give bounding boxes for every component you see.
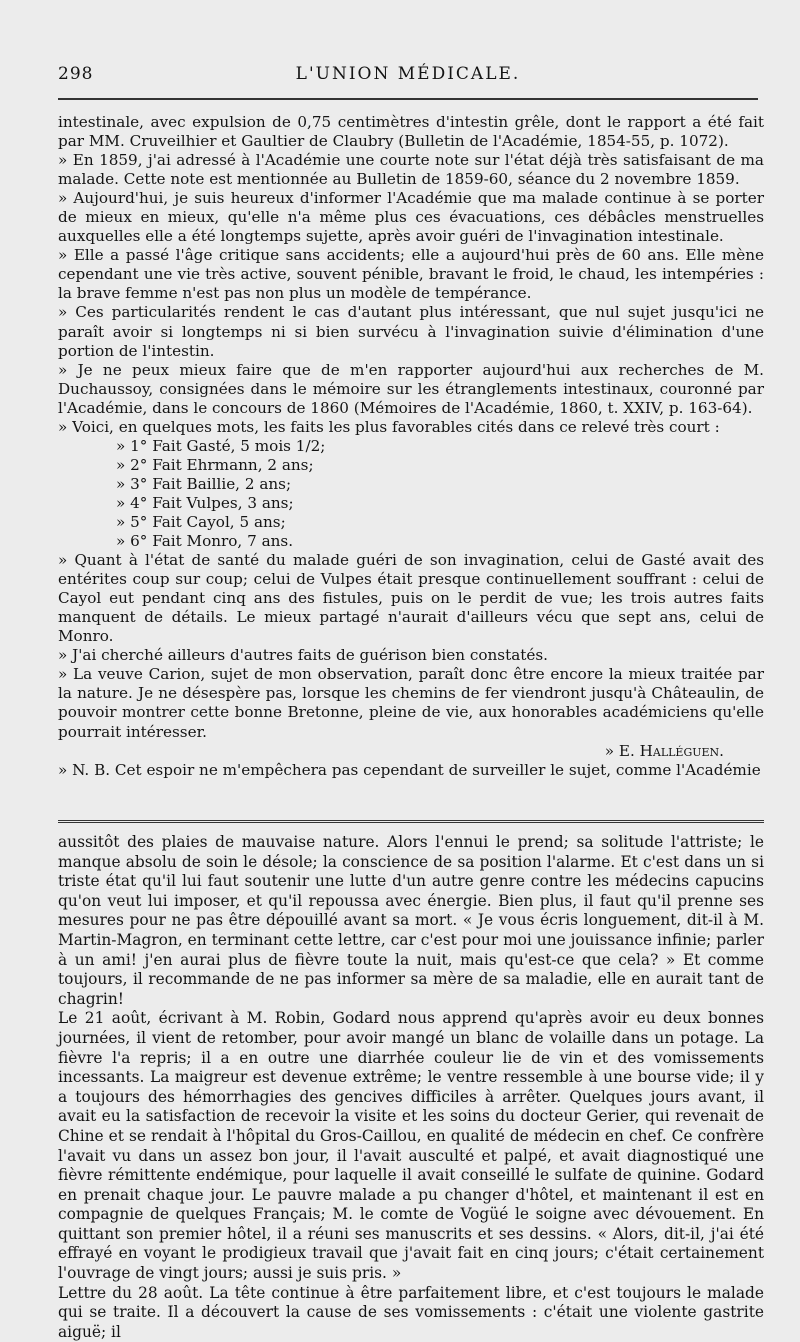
paragraph: » En 1859, j'ai adressé à l'Académie une courte note sur l'état déjà très satisfaisant de ma malade. Cette note est mentionnée au Bulletin de 1859-60, séance du 2 novembre 1859. (58, 151, 764, 189)
paragraph: Le 21 août, écrivant à M. Robin, Godard nous apprend qu'après avoir eu deux bonnes journées, il vient de retomber, pour avoir mangé un blanc de volaille dans un potage. La fièvre l'a repris; il a en outre une diarrhée couleur lie de vin et des vomissements incessants. La maigreur est devenue extrême; le ventre ressemble à une bourse vide; il y a toujours des hémorrhagies des gencives difficiles à arrêter. Quelques jours avant, il avait eu la satisfaction de recevoir la visite et les soins du docteur Gerier, qui revenait de Chine et se rendait à l'hôpital du Gros-Caillou, en qualité de médecin en chef. Ce confrère l'avait vu dans un assez bon jour, il l'avait ausculté et palpé, et avait diagnostiqué une fièvre rémittente endémique, pour laquelle il avait conseillé le sulfate de quinine. Godard en prenait chaque jour. Le pauvre malade a pu changer d'hôtel, et maintenant il est en compagnie de quelques Français; M. le comte de Vogüé le soigne avec dévouement. En quittant son premier hôtel, il a réuni ses manuscrits et ses dessins. « Alors, dit-il, j'ai été effrayé en voyant le prodigieux travail que j'avait fait en cinq jours; c'était certainement l'ouvrage de vingt jours; aussi je suis pris. » (58, 1009, 764, 1283)
page-number: 298 (58, 64, 94, 84)
running-header (58, 60, 758, 90)
paragraph: intestinale, avec expulsion de 0,75 centimètres d'intestin grêle, dont le rapport a été fait par MM. Cruveilhier et Gaultier de Claubry (Bulletin de l'Académie, 1854-55, p. 1072). (58, 113, 764, 151)
list-item: » 1° Fait Gasté, 5 mois 1/2; (116, 436, 326, 455)
signature: » E. Halléguen. (604, 741, 724, 760)
running-title: L'UNION MÉDICALE. (295, 64, 521, 84)
paragraph: » Ces particularités rendent le cas d'autant plus intéressant, que nul sujet jusqu'ici ne paraît avoir si longtemps ni si bien survécu à l'invagination suivie d'élimination d'une portion de l'intestin. (58, 303, 764, 360)
cases-list (58, 437, 764, 551)
paragraph: aussitôt des plaies de mauvaise nature. Alors l'ennui le prend; sa solitude l'attriste; le manque absolu de soin le désole; la conscience de sa position l'alarme. Et c'est dans un si triste état qu'il lui faut soutenir une lutte d'un autre genre contre les médecins capucins qu'on veut lui imposer, et qu'il repoussa avec énergie. Bien plus, il faut qu'il prenne ses mesures pour ne pas être dépouillé avant sa mort. « Je vous écris longuement, dit-il à M. Martin-Magron, en terminant cette lettre, car c'est pour moi une jouissance infinie; parler à un ami! j'en aurai plus de fièvre toute la nuit, mais qu'est-ce que cela? » Et comme toujours, il recommande de ne pas informer sa mère de sa maladie, elle en aurait tant de chagrin! (58, 833, 764, 1008)
list-item: » 4° Fait Vulpes, 3 ans; (116, 493, 294, 512)
header-rule (58, 98, 758, 100)
paragraph: » Aujourd'hui, je suis heureux d'informer l'Académie que ma malade continue à se porter de mieux en mieux, qu'elle n'a même plus ces évacuations, ces débâcles menstruelles auxquelles elle a été longtemps sujette, après avoir guéri de l'invagination intestinale. (58, 189, 764, 246)
feuilleton-section (58, 833, 764, 1342)
paragraph: Lettre du 28 août. La tête continue à être parfaitement libre, et c'est toujours le malade qui se traite. Il a découvert la cause de ses vomissements : c'était une violente gastrite aiguë; il (58, 1283, 764, 1341)
paragraph: » La veuve Carion, sujet de mon observation, paraît donc être encore la mieux traitée par la nature. Je ne désespère pas, lorsque les chemins de fer viendront jusqu'à Châteaulin, de pouvoir montrer cette bonne Bretonne, pleine de vie, aux honorables académiciens qu'elle pourrait intéresser. (58, 665, 764, 741)
paragraph: » Je ne peux mieux faire que de m'en rapporter aujourd'hui aux recherches de M. Duchaussoy, consignées dans le mémoire sur les étranglements intestinaux, couronné par l'Académie, dans le concours de 1860 (Mémoires de l'Académie, 1860, t. XXIV, p. 163-64). (58, 360, 764, 417)
list-item: » 2° Fait Ehrmann, 2 ans; (116, 455, 314, 474)
paragraph: » J'ai cherché ailleurs d'autres faits de guérison bien constatés. (58, 646, 548, 665)
list-item: » 6° Fait Monro, 7 ans. (116, 532, 294, 551)
paragraph: » Voici, en quelques mots, les faits les plus favorables cités dans ce relevé très court : (58, 417, 720, 436)
paragraph: » Elle a passé l'âge critique sans accidents; elle a aujourd'hui près de 60 ans. Elle mène cependant une vie très active, souvent pénible, bravant le froid, le chaud, les intempéries : la brave femme n'est pas non plus un modèle de tempérance. (58, 246, 764, 303)
paragraph: » Quant à l'état de santé du malade guéri de son invagination, celui de Gasté avait des entérites coup sur coup; celui de Vulpes était presque continuellement souffrant : celui de Cayol eut pendant cinq ans des fistules, puis on le perdit de vue; les trois autres faits manquent de détails. Le mieux partagé n'aurait d'ailleurs vécu que sept ans, celui de Monro. (58, 551, 764, 646)
list-item: » 3° Fait Baillie, 2 ans; (116, 474, 292, 493)
section-separator (58, 820, 764, 823)
letter-section (58, 113, 764, 780)
paragraph: » N. B. Cet espoir ne m'empêchera pas cependant de surveiller le sujet, comme l'Académie (58, 760, 761, 779)
list-item: » 5° Fait Cayol, 5 ans; (116, 512, 286, 531)
